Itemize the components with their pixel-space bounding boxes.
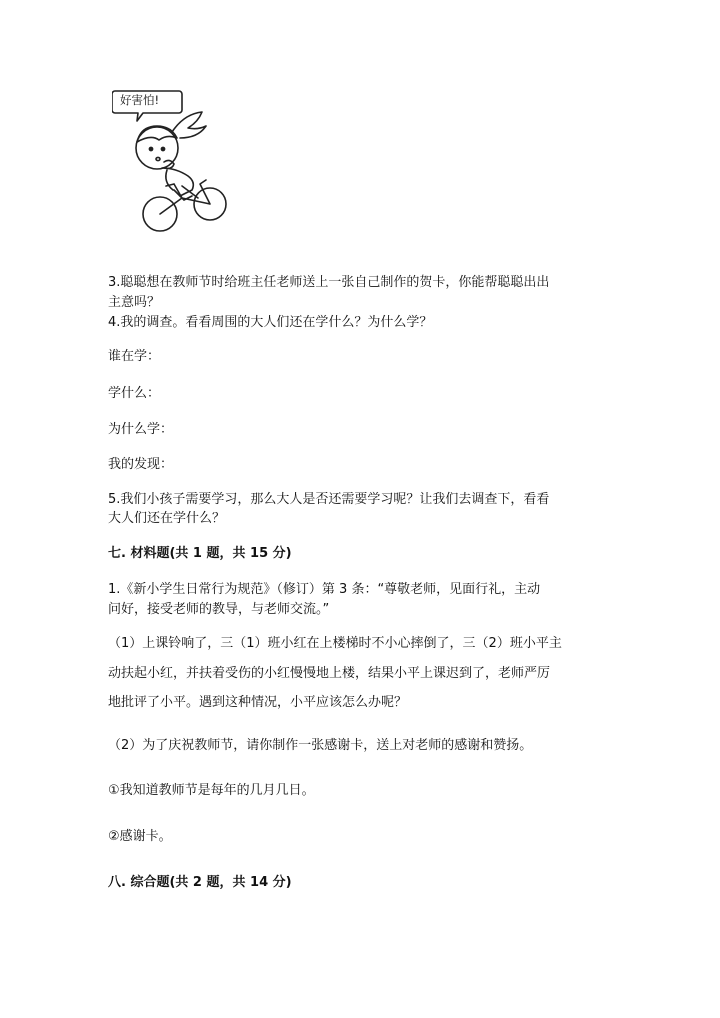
survey-who-label: 谁在学： (108, 349, 161, 364)
section-8-heading: 八. 综合题(共 2 题，共 14 分) (108, 875, 292, 890)
survey-finding-label: 我的发现： (108, 457, 174, 472)
section-7-heading: 七. 材料题(共 1 题，共 15 分) (108, 546, 292, 561)
question-3-line-2: 主意吗？ (108, 295, 161, 310)
subquestion-1-line-2: 动扶起小红，并扶着受伤的小红慢慢地上楼，结果小平上课迟到了，老师严厉 (108, 666, 551, 681)
subquestion-1-line-3: 地批评了小平。遇到这种情况，小平应该怎么办呢？ (108, 695, 408, 710)
question-5-line-1: 5.我们小孩子需要学习，那么大人是否还需要学习呢？让我们去调查下，看看 (108, 492, 550, 507)
survey-why-label: 为什么学： (108, 422, 174, 437)
subquestion-2: （2）为了庆祝教师节，请你制作一张感谢卡，送上对老师的感谢和赞扬。 (108, 738, 533, 753)
question-5-line-2: 大人们还在学什么？ (108, 511, 226, 526)
speech-bubble-text: 好害怕! (120, 93, 160, 107)
subquestion-1-line-1: （1）上课铃响了，三（1）班小红在上楼梯时不小心摔倒了，三（2）班小平主 (108, 636, 562, 651)
girl-on-bicycle-illustration (112, 86, 236, 238)
subquestion-2-item-2: ②感谢卡。 (108, 829, 172, 844)
subquestion-2-item-1: ①我知道教师节是每年的几月几日。 (108, 783, 315, 798)
material-question-1-line-1: 1.《新小学生日常行为规范》（修订）第 3 条：“尊敬老师，见面行礼，主动 (108, 582, 541, 597)
question-4: 4.我的调查。看看周围的大人们还在学什么？为什么学？ (108, 315, 433, 330)
survey-what-label: 学什么： (108, 386, 161, 401)
question-3-line-1: 3.聪聪想在教师节时给班主任老师送上一张自己制作的贺卡，你能帮聪聪出出 (108, 275, 550, 290)
material-question-1-line-2: 问好，接受老师的教导，与老师交流。” (108, 602, 330, 617)
